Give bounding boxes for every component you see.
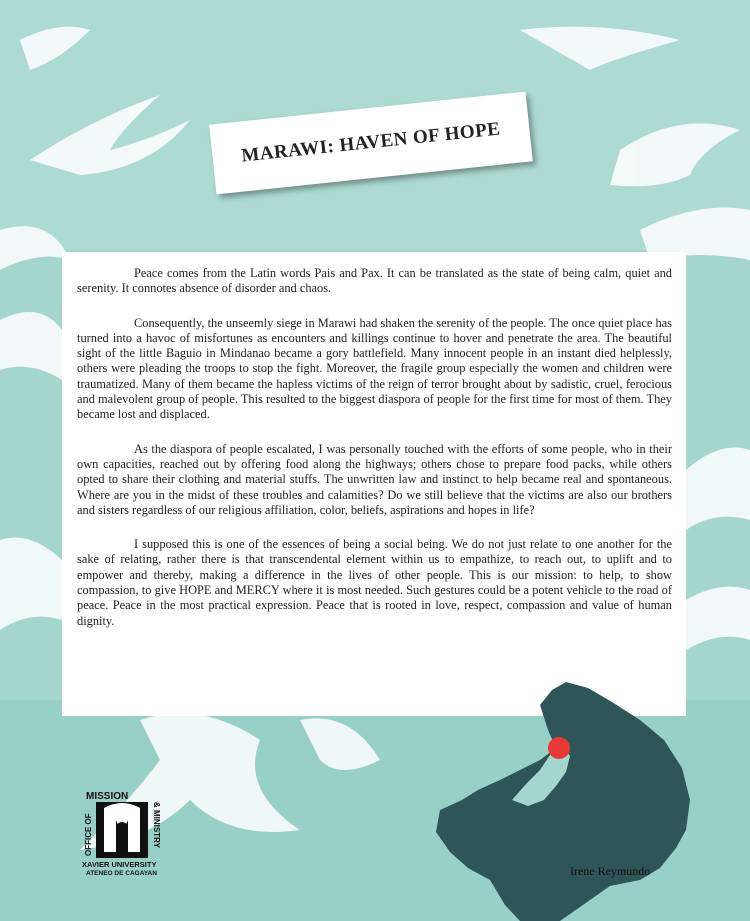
paragraph: Peace comes from the Latin words Pais and Pax. It can be translated as the state of being calm, quiet and serenity. It connotes absence of disorder and chaos. [77,266,672,296]
svg-text:& MINISTRY: & MINISTRY [152,802,161,848]
svg-text:MISSION: MISSION [86,791,129,802]
office-of-mission-ministry-logo [82,790,164,876]
page-title: MARAWI: HAVEN OF HOPE [240,118,502,167]
paragraph: Consequently, the unseemly siege in Marawi had shaken the serenity of the people. The once quiet place has turned into a havoc of misfortunes as encounters and killings continue to hover and penetrate the area. The beautiful sight of the little Baguio in Mindanao became a gory battlefield. Many innocent people in an instant died helplessly, others were pleading the troops to stop the fight. Moreover, the fragile group especially the women and children were traumatized. Many of them became the hapless victims of the reign of terror brought about by sadistic, cruel, ferocious and malevolent group of people. This resulted to the biggest diaspora of people for the first time for most of them. They became lost and displaced. [77,315,672,422]
svg-text:ATENEO DE CAGAYAN: ATENEO DE CAGAYAN [86,870,157,876]
author-name: Irene Reymundo [570,864,651,878]
svg-text:XAVIER UNIVERSITY: XAVIER UNIVERSITY [82,860,157,869]
svg-text:OFFICE OF: OFFICE OF [84,813,93,856]
paragraph: I supposed this is one of the essences of being a social being. We do not just relate to one another for the sake of relating, rather there is that transcendental element within us to empathize, to reach out, to uplift and to empower and thereby, making a difference in the lives of other people. This is our mission: to help, to show compassion, to give HOPE and MERCY where it is most needed. Such gestures could be a potent vehicle to the road of peace. Peace in the most practical expression. Peace that is rooted in love, respect, compassion and value of human dignity. [77,537,672,628]
paragraph: As the diaspora of people escalated, I was personally touched with the efforts of some people, who in their own capacities, reached out by offering food along the highways; others chose to prepare food packs, while others opted to share their clothing and material stuffs. The unwritten law and instinct to help became real and spontaneous. Where are you in the midst of these troubles and calamities? Do we still believe that the victims are also our brothers and sisters regardless of our religious affiliation, color, beliefs, aspirations and hopes in life? [77,441,672,517]
province-map-shape [436,682,690,921]
marawi-marker [548,737,570,759]
